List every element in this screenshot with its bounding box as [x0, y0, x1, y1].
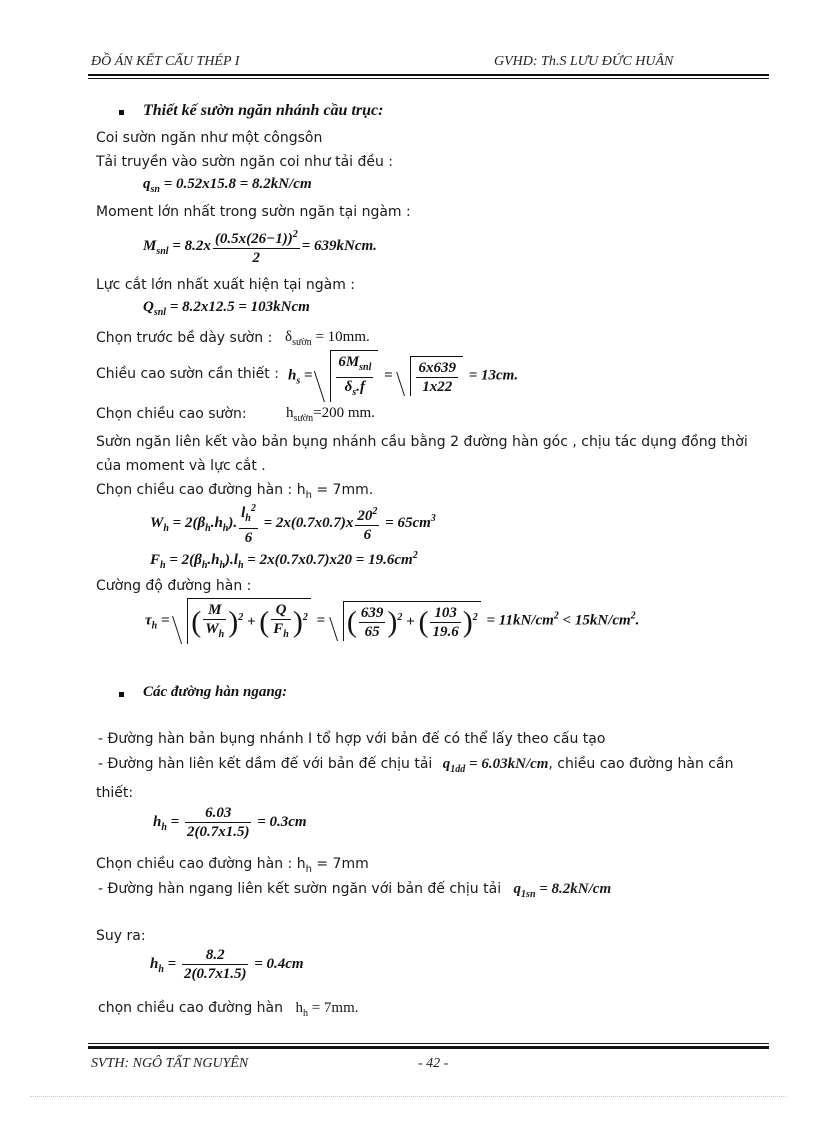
- equation-h-suon: $h_{sườn}=200$ mm.: [286, 405, 375, 424]
- text-line: Moment lớn nhất trong sườn ngăn tại ngàm :: [96, 204, 411, 220]
- section-heading-suon-ngan: Thiết kế sườn ngăn nhánh cầu trục:: [143, 102, 384, 119]
- page-edge-divider: [30, 1096, 786, 1097]
- text-line: Chọn chiều cao đường hàn : $h_h = 7mm$.: [96, 482, 374, 501]
- section-heading-duong-han-ngang: Các đường hàn ngang:: [143, 684, 288, 700]
- text-line: Chọn chiều cao đường hàn : $h_h = 7mm$: [96, 856, 369, 875]
- bullet-icon: [119, 692, 124, 697]
- equation-q-sn: $q_{sn} = 0.52x15.8 = 8.2kN/cm$: [143, 176, 312, 195]
- footer-author: SVTH: NGÔ TẤT NGUYÊN: [91, 1056, 249, 1071]
- text-line: - Đường hàn liên kết dầm đế với bản đế chịu tải $q_{1dd} = 6.03kN/cm$, chiều cao đường hàn cần: [98, 756, 734, 775]
- text-line: Chiều cao sườn cần thiết :: [96, 366, 279, 382]
- header-rule-thick: [88, 74, 769, 76]
- text-line: của moment và lực cắt .: [96, 458, 266, 474]
- text-line: - Đường hàn bản bụng nhánh I tổ hợp với bản đế có thể lấy theo cấu tạo: [98, 731, 606, 747]
- text-line: Suy ra:: [96, 928, 146, 944]
- text-line: thiết:: [96, 785, 134, 801]
- text-line: Tải truyền vào sườn ngăn coi như tải đều :: [96, 154, 394, 170]
- equation-h-h-1: $h_h$ = $\frac{6.03}{2(0.7x1.5)}$ = 0.3cm: [153, 805, 307, 840]
- equation-tau-h: $\tau_h$ = ( $\frac{M}{W_h}$ )$^2$ + ( $\frac{Q}{F_h}$ )$^2$ = ( $\frac{639}{65}$ )$^2$ + ( $\frac{103}{19.6}$ )$^2 = 11kN/cm^2 < 15kN/cm^2$.: [145, 598, 639, 644]
- equation-delta: $\delta_{sườn} = 10mm$.: [285, 329, 370, 348]
- equation-f-h: $F_h = 2(\beta_h.h_h).l_h = 2x(0.7x0.7)x20 = 19.6cm^2$: [150, 550, 418, 571]
- header-left: ĐỒ ÁN KẾT CẤU THÉP I: [91, 54, 240, 69]
- page-number: - 42 -: [418, 1056, 449, 1071]
- text-line: - Đường hàn ngang liên kết sườn ngăn với bản đế chịu tải $q_{1sn} = 8.2kN/cm$: [98, 881, 612, 900]
- text-line: Cường độ đường hàn :: [96, 578, 252, 594]
- equation-h-h-2: $h_h$ = $\frac{8.2}{2(0.7x1.5)}$ = 0.4cm: [150, 947, 304, 982]
- header-right: GVHD: Th.S LƯU ĐỨC HUÂN: [494, 54, 674, 69]
- footer-rule-thick: [88, 1046, 769, 1049]
- header-rule-thin: [88, 78, 769, 79]
- text-line: Chọn trước bề dày sườn :: [96, 330, 273, 346]
- equation-w-h: $W_h = 2(\beta_h.h_h)$. $\frac{l_h^2}{6}$ = 2x(0.7x0.7)x $\frac{20^2}{6}$ = $65cm^3$: [150, 500, 436, 547]
- text-line: Sườn ngăn liên kết vào bản bụng nhánh cầu bằng 2 đường hàn góc , chịu tác dụng đồng thời: [96, 434, 748, 450]
- equation-q-snl: $Q_{snl} = 8.2x12.5$ = 103kNcm: [143, 299, 310, 318]
- text-line: chọn chiều cao đường hàn $h_h = 7mm$.: [98, 1000, 359, 1019]
- footer-rule-thin: [88, 1043, 769, 1044]
- bullet-icon: [119, 110, 124, 115]
- text-line: Coi sườn ngăn như một côngsôn: [96, 130, 323, 146]
- equation-h-s: $h_s$ = $\frac{6M_{snl}}{\delta_s.f}$ = $\frac{6x639}{1x22}$ = 13cm.: [288, 350, 518, 402]
- text-line: Lực cắt lớn nhất xuất hiện tại ngàm :: [96, 277, 356, 293]
- equation-m-snl: $M_{snl} = 8.2x$ $\frac{(0.5x(26-1))^2}{2}$ = 639kNcm.: [143, 226, 377, 267]
- text-line: Chọn chiều cao sườn:: [96, 406, 247, 422]
